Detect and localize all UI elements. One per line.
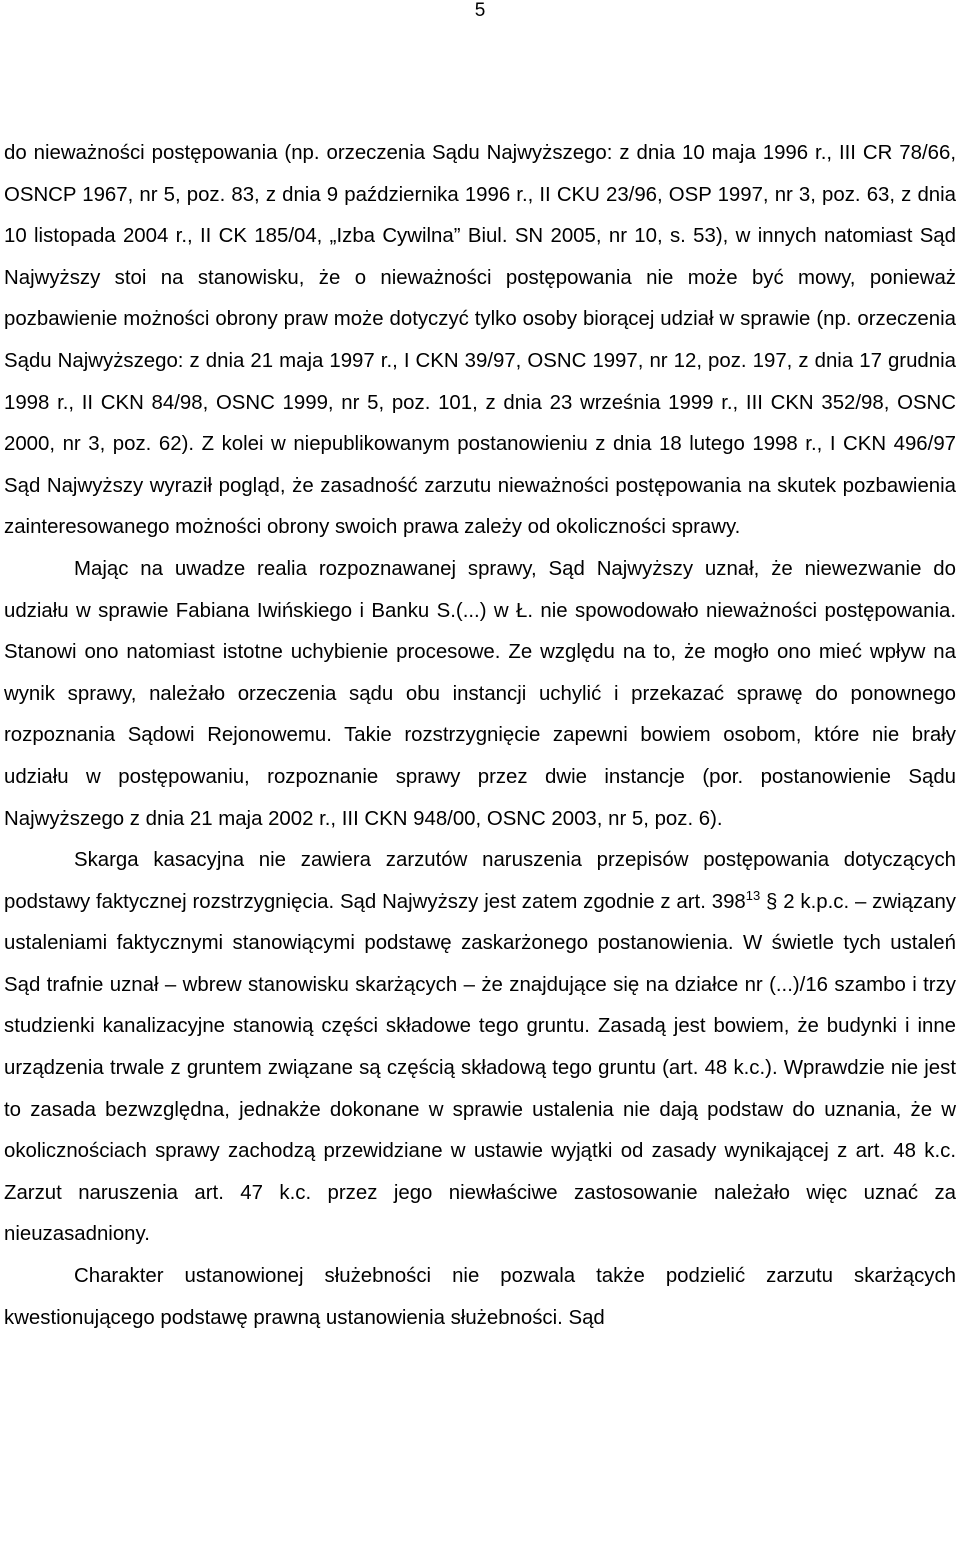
paragraph-3	[4, 840, 956, 1256]
article-superscript: 13	[745, 887, 761, 903]
paragraph-1: do nieważności postępowania (np. orzeczenia Sądu Najwyższego: z dnia 10 maja 1996 r., III CR 78/66, OSNCP 1967, nr 5, poz. 83, z dnia 9 października 1996 r., II CKU 23/96, OSP 1997, nr 3, poz. 63, z dnia 10 listopada 2004 r., II CK 185/04, „Izba Cywilna” Biul. SN 2005, nr 10, s. 53), w innych natomiast Sąd Najwyższy stoi na stanowisku, że o nieważności postępowania nie może być mowy, ponieważ pozbawienie możności obrony praw może dotyczyć tylko osoby biorącej udział w sprawie (np. orzeczenia Sądu Najwyższego: z dnia 21 maja 1997 r., I CKN 39/97, OSNC 1997, nr 12, poz. 197, z dnia 17 grudnia 1998 r., II CKN 84/98, OSNC 1999, nr 5, poz. 101, z dnia 23 września 1999 r., III CKN 352/98, OSNC 2000, nr 3, poz. 62). Z kolei w niepublikowanym postanowieniu z dnia 18 lutego 1998 r., I CKN 496/97 Sąd Najwyższy wyraził pogląd, że zasadność zarzutu nieważności postępowania na skutek pozbawienia zainteresowanego możności obrony swoich prawa zależy od okoliczności sprawy.	[4, 142, 956, 539]
page-number: 5	[474, 0, 486, 21]
paragraph-4: Charakter ustanowionej służebności nie pozwala także podzielić zarzutu skarżących kwestionującego podstawę prawną ustanowienia służebności. Sąd	[4, 1265, 956, 1329]
paragraph-2: Mając na uwadze realia rozpoznawanej sprawy, Sąd Najwyższy uznał, że niewezwanie do udziału w sprawie Fabiana Iwińskiego i Banku S.(...) w Ł. nie spowodowało nieważności postępowania. Stanowi ono natomiast istotne uchybienie procesowe. Ze względu na to, że mogło ono mieć wpływ na wynik sprawy, należało orzeczenia sądu obu instancji uchylić i przekazać sprawę do ponownego rozpoznania Sądowi Rejonowemu. Takie rozstrzygnięcie zapewni bowiem osobom, które nie brały udziału w postępowaniu, rozpoznanie sprawy przez dwie instancje (por. postanowienie Sądu Najwyższego z dnia 21 maja 2002 r., III CKN 948/00, OSNC 2003, nr 5, poz. 6).	[4, 557, 956, 830]
paragraph-3-text-before-superscript: Skarga kasacyjna nie zawiera zarzutów naruszenia przepisów postępowania dotyczących podstawy faktycznej rozstrzygnięcia. Sąd Najwyższy jest zatem zgodnie z art. 398	[4, 849, 956, 913]
document-body	[4, 133, 956, 1339]
paragraph-3-text-after-superscript: § 2 k.p.c. – związany ustaleniami faktycznymi stanowiącymi podstawę zaskarżonego postanowienia. W świetle tych ustaleń Sąd trafnie uznał – wbrew stanowisku skarżących – że znajdujące się na działce nr (...)/16 szambo i trzy studzienki kanalizacyjne stanowią części składowe tego gruntu. Zasadą jest bowiem, że budynki i inne urządzenia trwale z gruntem związane są częścią składową tego gruntu (art. 48 k.c.). Wprawdzie nie jest to zasada bezwzględna, jednakże dokonane w sprawie ustalenia nie dają podstaw do uznania, że w okolicznościach sprawy zachodzą przewidziane w ustawie wyjątki od zasady wynikającej z art. 48 k.c. Zarzut naruszenia art. 47 k.c. przez jego niewłaściwe zastosowanie należało więc uznać za nieuzasadniony.	[4, 890, 957, 1246]
